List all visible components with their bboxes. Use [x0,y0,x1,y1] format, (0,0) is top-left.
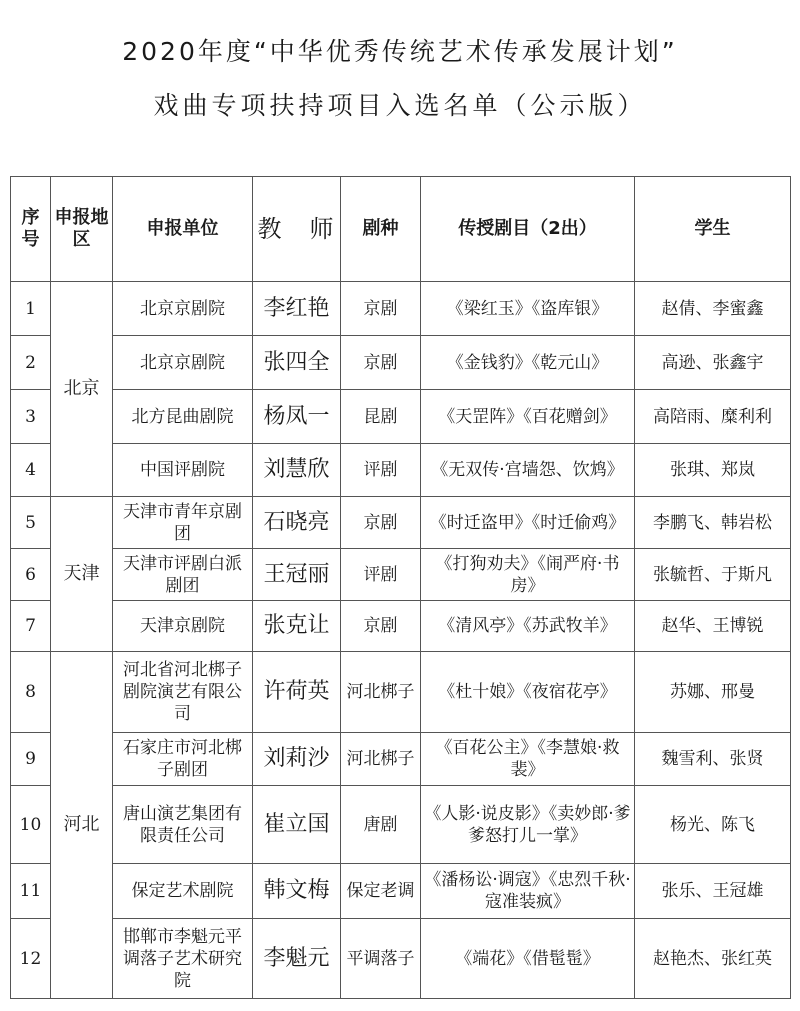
row-unit: 保定艺术剧院 [113,864,253,919]
row-students: 张乐、王冠雄 [635,864,791,919]
row-teacher: 石晓亮 [253,497,341,549]
row-no: 8 [11,652,51,733]
row-plays: 《杜十娘》《夜宿花亭》 [421,652,635,733]
row-plays: 《无双传·宫墙怨、饮鸩》 [421,444,635,497]
row-plays: 《清风亭》《苏武牧羊》 [421,601,635,652]
row-no: 1 [11,282,51,336]
row-no: 9 [11,733,51,786]
header-teacher: 教 师 [253,177,341,282]
table-row [11,497,791,549]
row-plays: 《百花公主》《李慧娘·救裴》 [421,733,635,786]
table-row [11,549,791,601]
row-plays: 《时迁盗甲》《时迁偷鸡》 [421,497,635,549]
region-cell: 天津 [51,497,113,652]
row-teacher: 张四全 [253,336,341,390]
row-no: 6 [11,549,51,601]
row-teacher: 李红艳 [253,282,341,336]
row-plays: 《天罡阵》《百花赠剑》 [421,390,635,444]
row-unit: 天津市评剧白派剧团 [113,549,253,601]
region-cell: 河北 [51,652,113,999]
header-unit: 申报单位 [113,177,253,282]
header-region: 申报地区 [51,177,113,282]
table-row [11,733,791,786]
row-no: 12 [11,919,51,999]
row-plays: 《人影·说皮影》《卖妙郎·爹爹怒打儿一掌》 [421,786,635,864]
row-genre: 河北梆子 [341,733,421,786]
row-unit: 石家庄市河北梆子剧团 [113,733,253,786]
row-students: 赵艳杰、张红英 [635,919,791,999]
header-students: 学生 [635,177,791,282]
row-students: 苏娜、邢曼 [635,652,791,733]
row-plays: 《金钱豹》《乾元山》 [421,336,635,390]
row-genre: 京剧 [341,336,421,390]
row-unit: 北方昆曲剧院 [113,390,253,444]
row-teacher: 许荷英 [253,652,341,733]
header-plays: 传授剧目（2出） [421,177,635,282]
row-plays: 《潘杨讼·调寇》《忠烈千秋·寇准装疯》 [421,864,635,919]
region-cell: 北京 [51,282,113,497]
row-unit: 北京京剧院 [113,336,253,390]
table-row [11,601,791,652]
row-genre: 评剧 [341,549,421,601]
row-genre: 平调落子 [341,919,421,999]
row-teacher: 李魁元 [253,919,341,999]
header-genre: 剧种 [341,177,421,282]
row-genre: 河北梆子 [341,652,421,733]
row-no: 4 [11,444,51,497]
table-row [11,786,791,864]
table-row [11,282,791,336]
row-teacher: 崔立国 [253,786,341,864]
row-students: 高陪雨、糜利利 [635,390,791,444]
table-row [11,336,791,390]
row-no: 2 [11,336,51,390]
row-teacher: 杨凤一 [253,390,341,444]
table-row [11,919,791,999]
document-title-line1: 2020年度“中华优秀传统艺术传承发展计划” [122,37,678,66]
row-students: 魏雪利、张贤 [635,733,791,786]
row-genre: 京剧 [341,497,421,549]
row-unit: 中国评剧院 [113,444,253,497]
row-students: 赵华、王博锐 [635,601,791,652]
document-title-line2: 戏曲专项扶持项目入选名单（公示版） [153,91,647,120]
row-teacher: 韩文梅 [253,864,341,919]
row-students: 高逊、张鑫宇 [635,336,791,390]
row-unit: 唐山演艺集团有限责任公司 [113,786,253,864]
table-row [11,652,791,733]
row-genre: 昆剧 [341,390,421,444]
row-genre: 京剧 [341,601,421,652]
row-genre: 唐剧 [341,786,421,864]
row-unit: 天津京剧院 [113,601,253,652]
row-teacher: 刘慧欣 [253,444,341,497]
row-teacher: 王冠丽 [253,549,341,601]
row-no: 11 [11,864,51,919]
row-students: 杨光、陈飞 [635,786,791,864]
selection-list-table [10,176,791,999]
row-no: 7 [11,601,51,652]
row-genre: 保定老调 [341,864,421,919]
row-teacher: 张克让 [253,601,341,652]
row-no: 10 [11,786,51,864]
table-row [11,444,791,497]
row-plays: 《端花》《借髢髢》 [421,919,635,999]
row-students: 张琪、郑岚 [635,444,791,497]
row-no: 3 [11,390,51,444]
row-genre: 评剧 [341,444,421,497]
row-unit: 天津市青年京剧团 [113,497,253,549]
row-no: 5 [11,497,51,549]
table-row [11,390,791,444]
row-unit: 北京京剧院 [113,282,253,336]
row-unit: 河北省河北梆子剧院演艺有限公司 [113,652,253,733]
row-students: 张毓哲、于斯凡 [635,549,791,601]
table-row [11,864,791,919]
row-unit: 邯郸市李魁元平调落子艺术研究院 [113,919,253,999]
row-plays: 《打狗劝夫》《闹严府·书房》 [421,549,635,601]
header-no: 序号 [11,177,51,282]
row-plays: 《梁红玉》《盗库银》 [421,282,635,336]
row-students: 赵倩、李蜜鑫 [635,282,791,336]
row-teacher: 刘莉沙 [253,733,341,786]
table-header-row [11,177,791,282]
row-genre: 京剧 [341,282,421,336]
row-students: 李鹏飞、韩岩松 [635,497,791,549]
